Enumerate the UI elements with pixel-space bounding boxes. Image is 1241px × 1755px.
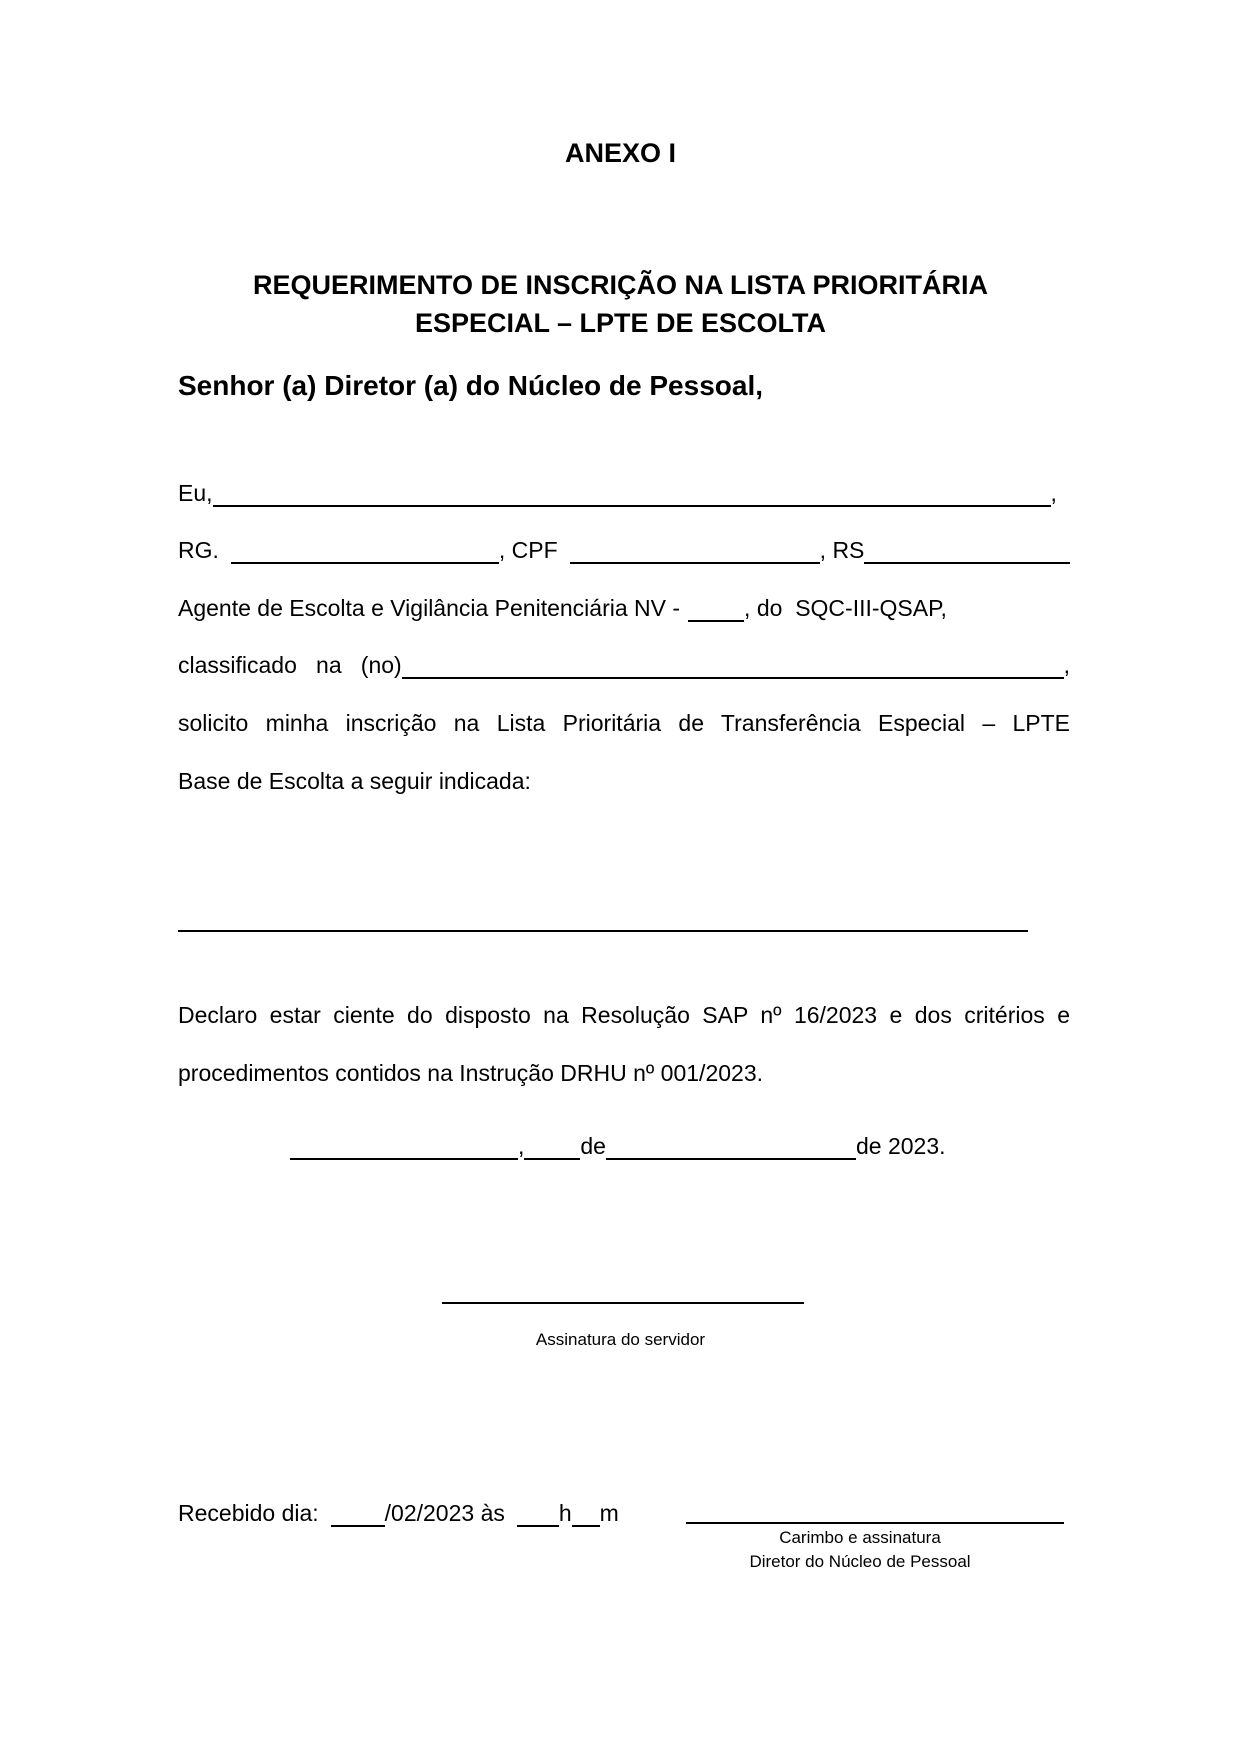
rs-label: , RS bbox=[819, 537, 865, 563]
unit-field[interactable] bbox=[402, 655, 1064, 679]
date-comma: , bbox=[518, 1133, 525, 1159]
date-row bbox=[290, 1133, 990, 1160]
eu-label: Eu, bbox=[178, 480, 213, 506]
hour-field[interactable] bbox=[517, 1503, 559, 1527]
agent-row bbox=[178, 595, 1070, 622]
minute-label: m bbox=[599, 1500, 619, 1526]
salutation: Senhor (a) Diretor (a) do Núcleo de Pessoal, bbox=[178, 370, 764, 401]
rs-field[interactable] bbox=[864, 540, 1070, 564]
declaration-line2: procedimentos contidos na Instrução DRHU nº 001/2023. bbox=[178, 1060, 764, 1086]
stamp-signature-line[interactable] bbox=[686, 1522, 1064, 1524]
minute-field[interactable] bbox=[572, 1503, 600, 1527]
classified-label: classificado na (no) bbox=[178, 652, 402, 678]
request-line: solicito minha inscrição na Lista Prioritária de Transferência Especial – LPTE bbox=[178, 710, 1070, 736]
date-de1: de bbox=[580, 1133, 606, 1159]
received-date-suffix: /02/2023 às bbox=[384, 1500, 505, 1526]
month-field[interactable] bbox=[606, 1136, 856, 1160]
servant-signature-line[interactable] bbox=[442, 1302, 804, 1304]
rg-field[interactable] bbox=[231, 540, 499, 564]
declaration-line1: Declaro estar ciente do disposto na Resolução SAP nº 16/2023 e dos critérios e bbox=[178, 1002, 1070, 1028]
base-line: Base de Escolta a seguir indicada: bbox=[178, 768, 531, 794]
request-title-line2: ESPECIAL – LPTE DE ESCOLTA bbox=[414, 308, 827, 338]
received-day-field[interactable] bbox=[331, 1503, 385, 1527]
city-field[interactable] bbox=[290, 1136, 518, 1160]
agent-suffix: , do SQC-III-QSAP, bbox=[744, 595, 947, 621]
classified-comma: , bbox=[1063, 652, 1070, 678]
name-comma: , bbox=[1050, 480, 1057, 506]
day-field[interactable] bbox=[524, 1136, 580, 1160]
name-row bbox=[178, 480, 1070, 507]
date-de2: de 2023. bbox=[855, 1133, 946, 1159]
level-field[interactable] bbox=[688, 598, 744, 622]
cpf-field[interactable] bbox=[570, 540, 820, 564]
classified-row bbox=[178, 652, 1070, 679]
stamp-caption-line2: Diretor do Núcleo de Pessoal bbox=[749, 1552, 971, 1571]
name-field[interactable] bbox=[213, 483, 1051, 507]
hour-label: h bbox=[558, 1500, 572, 1526]
cpf-label: , CPF bbox=[498, 537, 558, 563]
agent-prefix: Agente de Escolta e Vigilância Penitenciária NV - bbox=[178, 595, 681, 621]
request-title-line1: REQUERIMENTO DE INSCRIÇÃO NA LISTA PRIORITÁRIA bbox=[252, 270, 989, 300]
servant-signature-caption: Assinatura do servidor bbox=[535, 1330, 706, 1349]
stamp-caption-line1: Carimbo e assinatura bbox=[779, 1528, 941, 1547]
base-field[interactable] bbox=[178, 930, 1028, 932]
rg-label: RG. bbox=[178, 537, 219, 563]
annex-title: ANEXO I bbox=[564, 138, 677, 168]
documents-row bbox=[178, 537, 1070, 564]
received-label: Recebido dia: bbox=[178, 1500, 319, 1526]
